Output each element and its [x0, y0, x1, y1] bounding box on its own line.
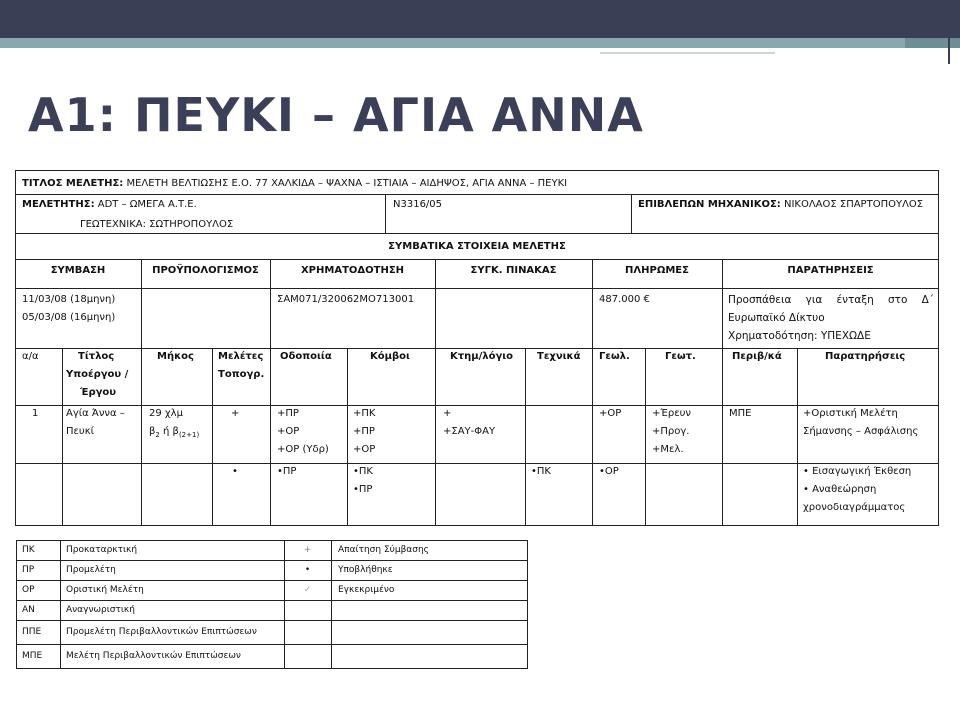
- divider: [435, 348, 436, 526]
- col-studies-2: Τοπογρ.: [218, 369, 265, 380]
- divider: [15, 259, 939, 260]
- row1-road-1: +ΠΡ: [277, 408, 299, 419]
- divider: [16, 580, 528, 581]
- divider: [16, 560, 528, 561]
- legend-symbol-text: Εγκεκριμένο: [338, 585, 395, 595]
- plus-symbol: +: [303, 545, 312, 555]
- col-aa: α/α: [22, 351, 39, 362]
- row1-junctions-2: +ΠΡ: [353, 426, 375, 437]
- row2-remarks-3: χρονοδιαγράμματος: [803, 502, 906, 513]
- divider: [62, 348, 63, 526]
- row1-remarks-1: +Οριστική Μελέτη: [803, 408, 898, 419]
- row1-junctions-1: +ΠΚ: [353, 408, 376, 419]
- row1-length: 29 χλμ: [149, 408, 183, 419]
- col-title-1: Τίτλος: [78, 351, 115, 362]
- slide-title: A1: ΠΕΥΚΙ – ΑΓΙΑ ΑΝΝΑ: [28, 88, 644, 142]
- divider: [347, 348, 348, 526]
- legend-text: Προκαταρκτική: [66, 545, 138, 555]
- legend-code: ΟΡ: [22, 585, 35, 595]
- legend-symbol-text: Υποβλήθηκε: [338, 565, 393, 575]
- row1-expropriation-2: +ΣΑΥ-ΦΑΥ: [443, 426, 496, 437]
- legend-text: Οριστική Μελέτη: [66, 585, 144, 595]
- designer-value: ADT – ΩΜΕΓΑ Α.Τ.Ε.: [97, 199, 197, 210]
- top-accent-bar: [0, 38, 905, 48]
- contract-remark-2: Ευρωπαϊκό Δίκτυο: [728, 312, 825, 324]
- designer-row: [22, 199, 197, 211]
- legend-text: Προμελέτη Περιβαλλοντικών Επιπτώσεων: [66, 627, 257, 637]
- row1-geotech-1: +Έρευν: [652, 408, 691, 419]
- row1-environment: ΜΠΕ: [729, 408, 752, 419]
- legend-text: Προμελέτη: [66, 565, 116, 575]
- contract-section-title: ΣΥΜΒΑΤΙΚΑ ΣΤΟΙΧΕΙΑ ΜΕΛΕΤΗΣ: [388, 241, 566, 252]
- col-studies-1: Μελέτες: [218, 351, 264, 362]
- divider: [525, 348, 526, 526]
- row1-road-3: +ΟΡ (Υδρ): [277, 444, 329, 455]
- header-funding: ΧΡΗΜΑΤΟΔΟΤΗΣΗ: [300, 265, 405, 276]
- divider: [16, 600, 528, 601]
- row2-structures: •ΠΚ: [531, 466, 551, 477]
- legend-text: Αναγνωριστική: [66, 605, 135, 615]
- row2-road: •ΠΡ: [277, 466, 297, 477]
- col-environment: Περιβ/κά: [732, 351, 782, 362]
- legend-code: ΠΠΕ: [22, 627, 42, 637]
- row2-geology: •ΟΡ: [599, 466, 619, 477]
- bullet-symbol: •: [304, 565, 311, 575]
- row2-junctions-2: •ΠΡ: [353, 484, 373, 495]
- divider: [212, 348, 213, 526]
- length-type-sub1: 2: [155, 431, 160, 439]
- row1-junctions-3: +ΟΡ: [353, 444, 376, 455]
- divider: [722, 348, 723, 526]
- divider: [592, 288, 593, 348]
- divider: [592, 348, 593, 526]
- divider: [435, 288, 436, 348]
- row1-geotech-3: +Μελ.: [652, 444, 684, 455]
- divider: [141, 288, 142, 348]
- length-type-or: ή β: [159, 426, 179, 437]
- divider: [141, 348, 142, 526]
- divider: [645, 348, 646, 526]
- study-title-label: ΤΙΤΛΟΣ ΜΕΛΕΤΗΣ:: [22, 178, 124, 189]
- row2-studies: •: [232, 466, 238, 477]
- divider: [15, 194, 939, 195]
- legend-code: ΑΝ: [22, 605, 35, 615]
- study-title-row: [22, 178, 567, 190]
- corner-divider: [948, 0, 950, 64]
- supervisor-row: [638, 199, 923, 211]
- col-remarks: Παρατηρήσεις: [825, 351, 906, 362]
- divider: [722, 288, 723, 348]
- header-budget: ΠΡΟΫΠΟΛΟΓΙΣΜΟΣ: [152, 265, 259, 276]
- row2-remarks-1: • Εισαγωγική Έκθεση: [803, 466, 912, 477]
- row1-geotech-2: +Προγ.: [652, 426, 690, 437]
- col-road: Οδοποιία: [280, 351, 332, 362]
- header-contract: ΣΥΜΒΑΣΗ: [50, 265, 106, 276]
- legend-code: ΠΚ: [22, 545, 35, 555]
- row2-remarks-2: • Αναθεώρηση: [803, 484, 877, 495]
- row1-title-2: Πευκί: [66, 426, 94, 437]
- geotech-designer: ΓΕΩΤΕΧΝΙΚΑ: ΣΩΤΗΡΟΠΟΥΛΟΣ: [80, 219, 234, 230]
- contract-remark-3: Χρηματοδότηση: ΥΠΕΧΩΔΕ: [728, 330, 871, 342]
- legend-symbol-text: Απαίτηση Σύμβασης: [338, 545, 429, 555]
- row1-expropriation-1: +: [443, 408, 452, 419]
- row1-road-2: +ΟΡ: [277, 426, 300, 437]
- col-title-2: Υποέργου /: [66, 369, 129, 380]
- row1-length-type: [149, 423, 199, 444]
- header-remarks: ΠΑΡΑΤΗΡΗΣΕΙΣ: [787, 265, 874, 276]
- checkmark-icon: ✓: [303, 585, 312, 595]
- row1-aa: 1: [32, 408, 39, 419]
- length-type-beta: β: [149, 426, 156, 437]
- designer-label: ΜΕΛΕΤΗΤΗΣ:: [22, 199, 95, 210]
- divider: [15, 463, 939, 464]
- row1-geology: +ΟΡ: [599, 408, 622, 419]
- decor-line: [600, 52, 775, 54]
- divider: [16, 620, 528, 621]
- divider: [15, 233, 939, 234]
- header-summary-table: ΣΥΓΚ. ΠΙΝΑΚΑΣ: [470, 265, 557, 276]
- row2-junctions-1: •ΠΚ: [353, 466, 373, 477]
- divider: [631, 194, 632, 233]
- divider: [797, 348, 798, 526]
- payments-amount: 487.000 €: [599, 294, 650, 305]
- col-junctions: Κόμβοι: [370, 351, 410, 362]
- study-title-value: ΜΕΛΕΤΗ ΒΕΛΤΙΩΣΗΣ Ε.Ο. 77 ΧΑΛΚΙΔΑ – ΨΑΧΝΑ – ΙΣΤΙΑΙΑ – ΑΙΔΗΨΟΣ, ΑΓΙΑ ΑΝΝΑ – ΠΕΥΚΙ: [126, 178, 568, 189]
- length-type-sub2: (2+1): [178, 431, 200, 439]
- divider: [270, 288, 271, 348]
- top-accent-bar-dark: [905, 38, 960, 48]
- divider: [385, 194, 386, 233]
- col-expropriation: Κτημ/λόγιο: [450, 351, 514, 362]
- supervisor-value: ΝΙΚΟΛΑΟΣ ΣΠΑΡΤΟΠΟΥΛΟΣ: [783, 199, 924, 210]
- col-geology: Γεωλ.: [599, 351, 630, 362]
- legend-code: ΜΠΕ: [22, 651, 43, 661]
- row1-remarks-2: Σήμανσης – Ασφάλισης: [803, 426, 919, 437]
- col-length: Μήκος: [157, 351, 194, 362]
- header-payments: ΠΛΗΡΩΜΕΣ: [625, 265, 689, 276]
- contract-remark-1: Προσπάθεια για ένταξη στο Δ΄: [728, 294, 934, 306]
- divider: [16, 644, 528, 645]
- col-title-3: Έργου: [80, 387, 117, 398]
- row1-title-1: Αγία Άννα –: [66, 408, 125, 419]
- row1-studies: +: [231, 408, 240, 419]
- contract-date-1: 11/03/08 (18μηνη): [22, 294, 116, 305]
- top-bar: [0, 0, 960, 38]
- supervisor-label: ΕΠΙΒΛΕΠΩΝ ΜΗΧΑΝΙΚΟΣ:: [638, 199, 781, 210]
- divider: [270, 348, 271, 526]
- funding-code: ΣΑΜ071/320062ΜΟ713001: [277, 294, 415, 305]
- divider: [15, 288, 939, 289]
- study-code: Ν3316/05: [393, 199, 443, 210]
- contract-date-2: 05/03/08 (16μηνη): [22, 312, 116, 323]
- legend-code: ΠΡ: [22, 565, 35, 575]
- legend-text: Μελέτη Περιβαλλοντικών Επιπτώσεων: [66, 651, 241, 661]
- col-geotech: Γεωτ.: [665, 351, 696, 362]
- col-structures: Τεχνικά: [537, 351, 581, 362]
